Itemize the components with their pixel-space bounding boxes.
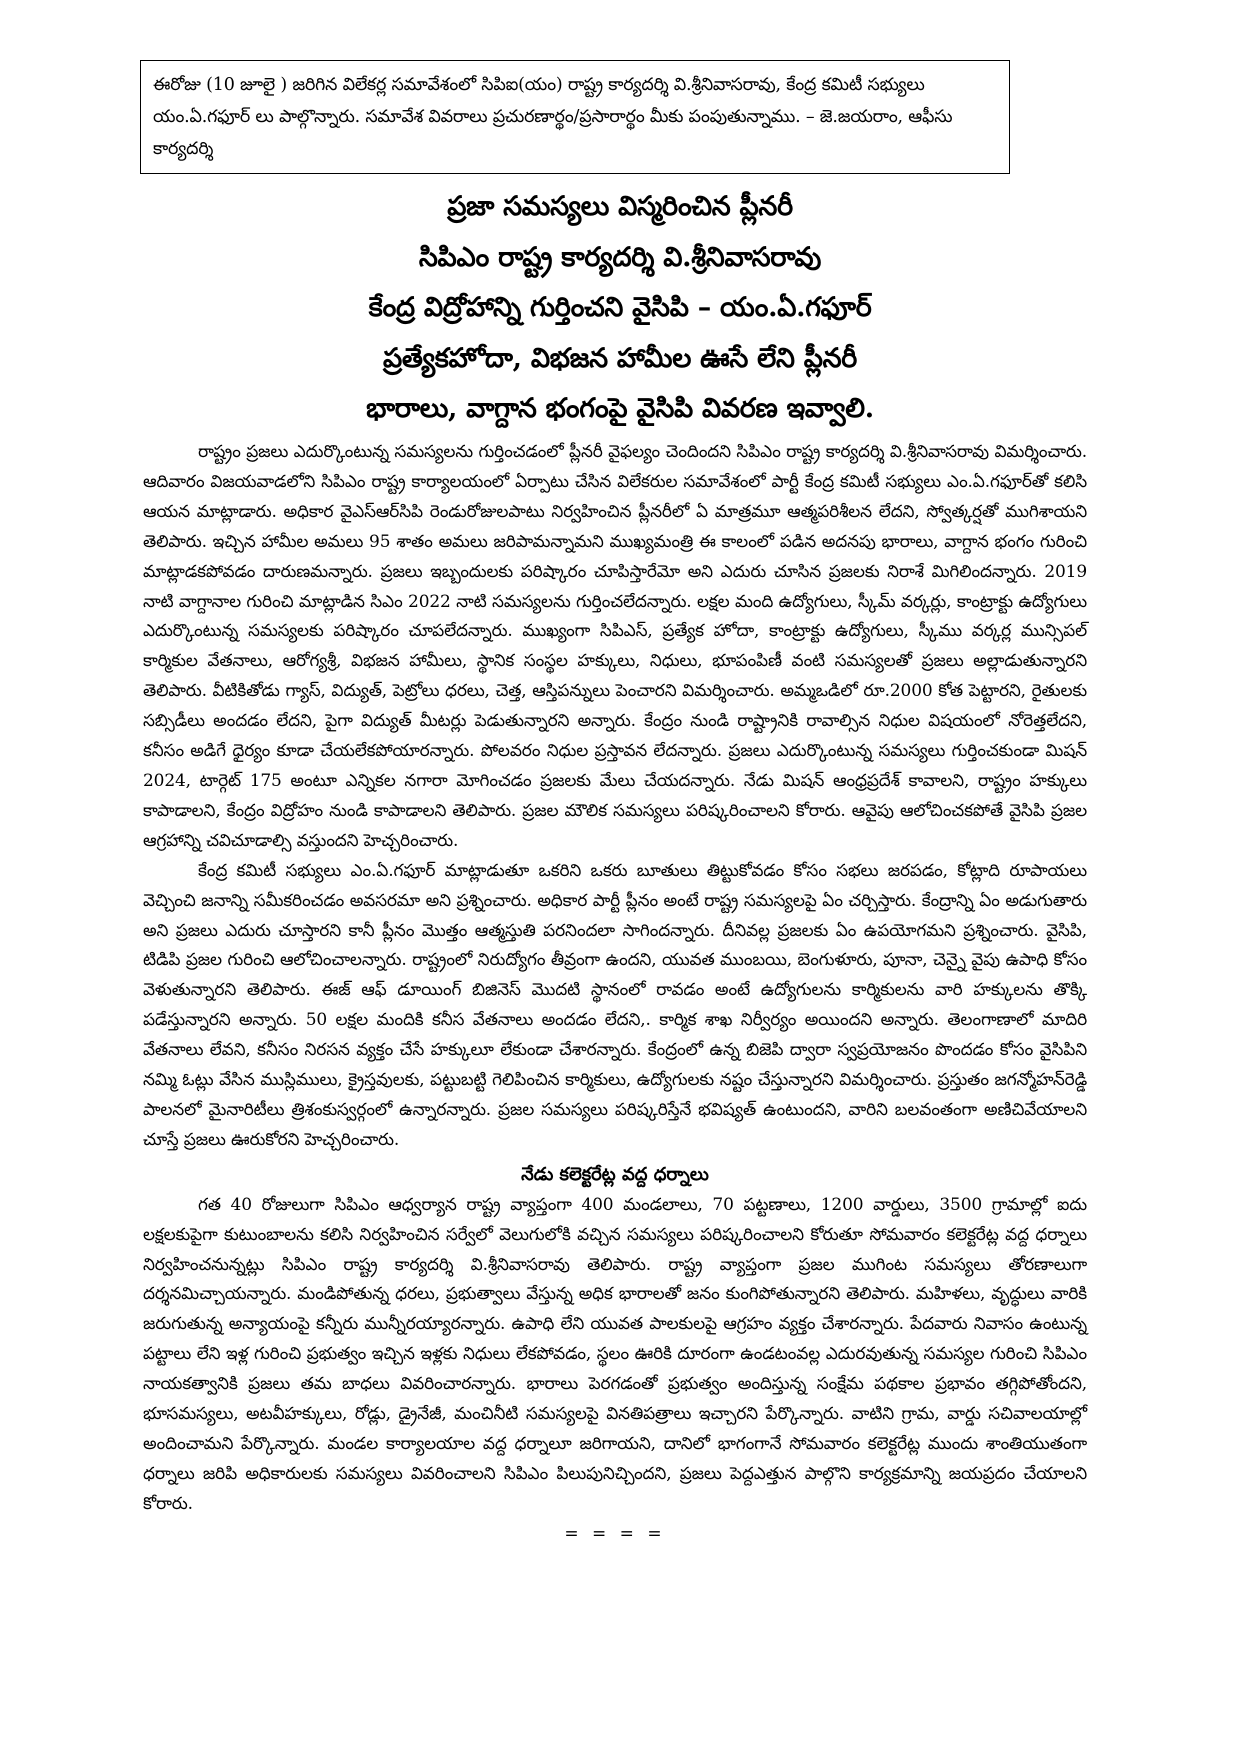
end-mark: = = = = [564,1523,666,1544]
paragraph-1: రాష్ట్రం ప్రజలు ఎదుర్కొంటున్న సమస్యలను గుర్తించడంలో ప్లీనరీ వైఫల్యం చెందిందని సిపిఎం రాష్ట్ర కార్యదర్శి వి.శ్రీనివాసరావు విమర్శించారు. ఆదివారం విజయవాడలోని సిపిఎం రాష్ట్ర కార్యాలయంలో ఏర్పాటు చేసిన విలేకరుల సమావేశంలో పార్టీ కేంద్ర కమిటీ సభ్యులు ఎం.ఏ.గఫూర్‌తో కలిసి ఆయన మాట్లాడారు. అధికార వైఎస్‌ఆర్‌సిపి రెండురోజులపాటు నిర్వహించిన ప్లీనరీలో ఏ మాత్రమూ ఆత్మపరిశీలన లేదని, స్వోత్కర్షతో ముగిశాయని తెలిపారు. ఇచ్చిన హామీల అమలు 95 శాతం అమలు జరిపామన్నామని ముఖ్యమంత్రి ఈ కాలంలో పడిన అదనపు భారాలు, వాగ్దాన భంగం గురించి మాట్లాడకపోవడం దారుణమన్నారు. ప్రజలు ఇబ్బందులకు పరిష్కారం చూపిస్తారేమో అని ఎదురు చూసిన ప్రజలకు నిరాశే మిగిలిందన్నారు. 2019 నాటి వాగ్దానాల గురించి మాట్లాడిన సిఎం 2022 నాటి సమస్యలను గుర్తించలేదన్నారు. లక్షల మంది ఉద్యోగులు, స్కీమ్ వర్కర్లు, కాంట్రాక్టు ఉద్యోగులు ఎదుర్కొంటున్న సమస్యలకు పరిష్కారం చూపలేదన్నారు. ముఖ్యంగా సిపిఎస్, ప్రత్యేక హోదా, కాంట్రాక్టు ఉద్యోగులు, స్కీము వర్కర్ల మున్సిపల్ కార్మికుల వేతనాలు, ఆరోగ్యశ్రీ, విభజన హామీలు, స్థానిక సంస్థల హక్కులు, నిధులు, భూపంపిణీ వంటి సమస్యలతో ప్రజలు అల్లాడుతున్నారని తెలిపారు. వీటికితోడు గ్యాస్, విద్యుత్, పెట్రోలు ధరలు, చెత్త, ఆస్తిపన్నులు పెంచారని విమర్శించారు. అమ్మఒడిలో రూ.2000 కోత పెట్టారని, రైతులకు సబ్సిడీలు అందడం లేదని, పైగా విద్యుత్ మీటర్లు పెడుతున్నారని అన్నారు. కేంద్రం నుండి రాష్ట్రానికి రావాల్సిన నిధుల విషయంలో నోరెత్తలేదని, కనీసం అడిగే ధైర్యం కూడా చేయలేకపోయారన్నారు. పోలవరం నిధుల ప్రస్తావన లేదన్నారు. ప్రజలు ఎదుర్కొంటున్న సమస్యలు గుర్తించకుండా మిషన్ 2024, టార్గెట్ 175 అంటూ ఎన్నికల నగారా మోగించడం ప్రజలకు మేలు చేయదన్నారు. నేడు మిషన్ ఆంధ్రప్రదేశ్ కావాలని, రాష్ట్రం హక్కులు కాపాడాలని, కేంద్రం విద్రోహం నుండి కాపాడాలని తెలిపారు. ప్రజల మౌలిక సమస్యలు పరిష్కరించాలని కోరారు. ఆవైపు ఆలోచించకపోతే వైసిపి ప్రజల ఆగ్రహాన్ని చవిచూడాల్సి వస్తుందని హెచ్చరించారు. [143,442,1087,851]
article-body [143,438,1087,1546]
paragraph-2: కేంద్ర కమిటీ సభ్యులు ఎం.ఏ.గఫూర్ మాట్లాడుతూ ఒకరిని ఒకరు బూతులు తిట్టుకోవడం కోసం సభలు జరపడం, కోట్లాది రూపాయలు వెచ్చించి జనాన్ని సమీకరించడం అవసరమా అని ప్రశ్నించారు. అధికార పార్టీ ప్లీనం అంటే రాష్ట్ర సమస్యలపై ఏం చర్చిస్తారు. కేంద్రాన్ని ఏం అడుగుతారు అని ప్రజలు ఎదురు చూస్తారని కానీ ప్లీనం మొత్తం ఆత్మస్తుతి పరనిందలా సాగిందన్నారు. దీనివల్ల ప్రజలకు ఏం ఉపయోగమని ప్రశ్నించారు. వైసిపి, టిడిపి ప్రజల గురించి ఆలోచించాలన్నారు. రాష్ట్రంలో నిరుద్యోగం తీవ్రంగా ఉందని, యువత ముంబయి, బెంగుళూరు, పూనా, చెన్నై వైపు ఉపాధి కోసం వెళుతున్నారని తెలిపారు. ఈజ్ ఆఫ్ డూయింగ్ బిజినెస్ మొదటి స్థానంలో రావడం అంటే ఉద్యోగులను కార్మికులను వారి హక్కులను తొక్కి పడేస్తున్నారని అన్నారు. 50 లక్షల మందికి కనీస వేతనాలు అందడం లేదని,. కార్మిక శాఖ నిర్వీర్యం అయిందని అన్నారు. తెలంగాణాలో మాదిరి వేతనాలు లేవని, కనీసం నిరసన వ్యక్తం చేసే హక్కులూ లేకుండా చేశారన్నారు. కేంద్రంలో ఉన్న బిజెపి ద్వారా స్వప్రయోజనం పొందడం కోసం వైసిపిని నమ్మి ఓట్లు వేసిన ముస్లిములు, క్రైస్తవులకు, పట్టుబట్టి గెలిపించిన కార్మికులు, ఉద్యోగులకు నష్టం చేస్తున్నారని విమర్శించారు. ప్రస్తుతం జగన్మోహన్‌రెడ్డి పాలనలో మైనారిటీలు త్రిశంకుస్వర్గంలో ఉన్నారన్నారు. ప్రజల సమస్యలు పరిష్కరిస్తేనే భవిష్యత్ ఉంటుందని, వారిని బలవంతంగా అణిచివేయాలని చూస్తే ప్రజలు ఊరుకోరని హెచ్చరించారు. [143,860,1087,1150]
headline-5: భారాలు, వాగ్దాన భంగంపై వైసిపి వివరణ ఇవ్వాలి. [366,393,874,424]
headline-1: ప్రజా సమస్యలు విస్మరించిన ప్లీనరీ [447,191,793,222]
headline-3: కేంద్ర విద్రోహాన్ని గుర్తించని వైసిపి – యం.ఏ.గఫూర్ [368,292,872,323]
press-note-text: ఈరోజు (10 జూలై ) జరిగిన విలేకర్ల సమావేశంలో సిపిఐ(యం) రాష్ట్ర కార్యదర్శి వి.శ్రీనివాసరావు, కేంద్ర కమిటీ సభ్యులు యం.ఏ.గఫూర్ లు పాల్గొన్నారు. సమావేశ వివరాలు ప్రచురణార్థం/ప్రసారార్థం మీకు పంపుతున్నాము. – జె.జయరాం, ఆఫీసు కార్యదర్శి [153,75,953,159]
section-subheading: నేడు కలెక్టరేట్ల వద్ద ధర్నాలు [521,1163,709,1185]
headline-2: సిపిఎం రాష్ట్ర కార్యదర్శి వి.శ్రీనివాసరావు [418,241,822,273]
press-note-box [140,60,1010,174]
paragraph-3: గత 40 రోజులుగా సిపిఎం ఆధ్వర్యాన రాష్ట్ర వ్యాప్తంగా 400 మండలాలు, 70 పట్టణాలు, 1200 వార్డులు, 3500 గ్రామాల్లో ఐదు లక్షలకుపైగా కుటుంబాలను కలిసి నిర్వహించిన సర్వేలో వెలుగులోకి వచ్చిన సమస్యలు పరిష్కరించాలని కోరుతూ సోమవారం కలెక్టరేట్ల వద్ద ధర్నాలు నిర్వహించనున్నట్లు సిపిఎం రాష్ట్ర కార్యదర్శి వి.శ్రీనివాసరావు తెలిపారు. రాష్ట్ర వ్యాప్తంగా ప్రజల ముగింట సమస్యలు తోరణాలుగా దర్శనమిచ్చాయన్నారు. మండిపోతున్న ధరలు, ప్రభుత్వాలు వేస్తున్న అధిక భారాలతో జనం కుంగిపోతున్నారని తెలిపారు. మహిళలు, వృద్ధులు వారికి జరుగుతున్న అన్యాయంపై కన్నీరు మున్నీరయ్యారన్నారు. ఉపాధి లేని యువత పాలకులపై ఆగ్రహం వ్యక్తం చేశారన్నారు. పేదవారు నివాసం ఉంటున్న పట్టాలు లేని ఇళ్ల గురించి ప్రభుత్వం ఇచ్చిన ఇళ్లకు నిధులు లేకపోవడం, స్థలం ఊరికి దూరంగా ఉండటంవల్ల ఎదురవుతున్న సమస్యల గురించి సిపిఎం నాయకత్వానికి ప్రజలు తమ బాధలు వివరించారన్నారు. భారాలు పెరగడంతో ప్రభుత్వం అందిస్తున్న సంక్షేమ పథకాల ప్రభావం తగ్గిపోతోందని, భూసమస్యలు, అటవీహక్కులు, రోడ్లు, డ్రైనేజీ, మంచినీటి సమస్యలపై వినతిపత్రాలు ఇచ్చారని పేర్కొన్నారు. వాటిని గ్రామ, వార్డు సచివాలయాల్లో అందించామని పేర్కొన్నారు. మండల కార్యాలయాల వద్ద ధర్నాలూ జరిగాయని, దానిలో భాగంగానే సోమవారం కలెక్టరేట్ల ముందు శాంతియుతంగా ధర్నాలు జరిపి అధికారులకు సమస్యలు వివరించాలని సిపిఎం పిలుపునిచ్చిందని, ప్రజలు పెద్దఎత్తున పాల్గొని కార్యక్రమాన్ని జయప్రదం చేయాలని కోరారు. [143,1194,1087,1514]
headline-block [130,182,1110,435]
headline-4: ప్రత్యేకహోదా, విభజన హామీల ఊసే లేని ప్లీనరీ [382,342,858,374]
